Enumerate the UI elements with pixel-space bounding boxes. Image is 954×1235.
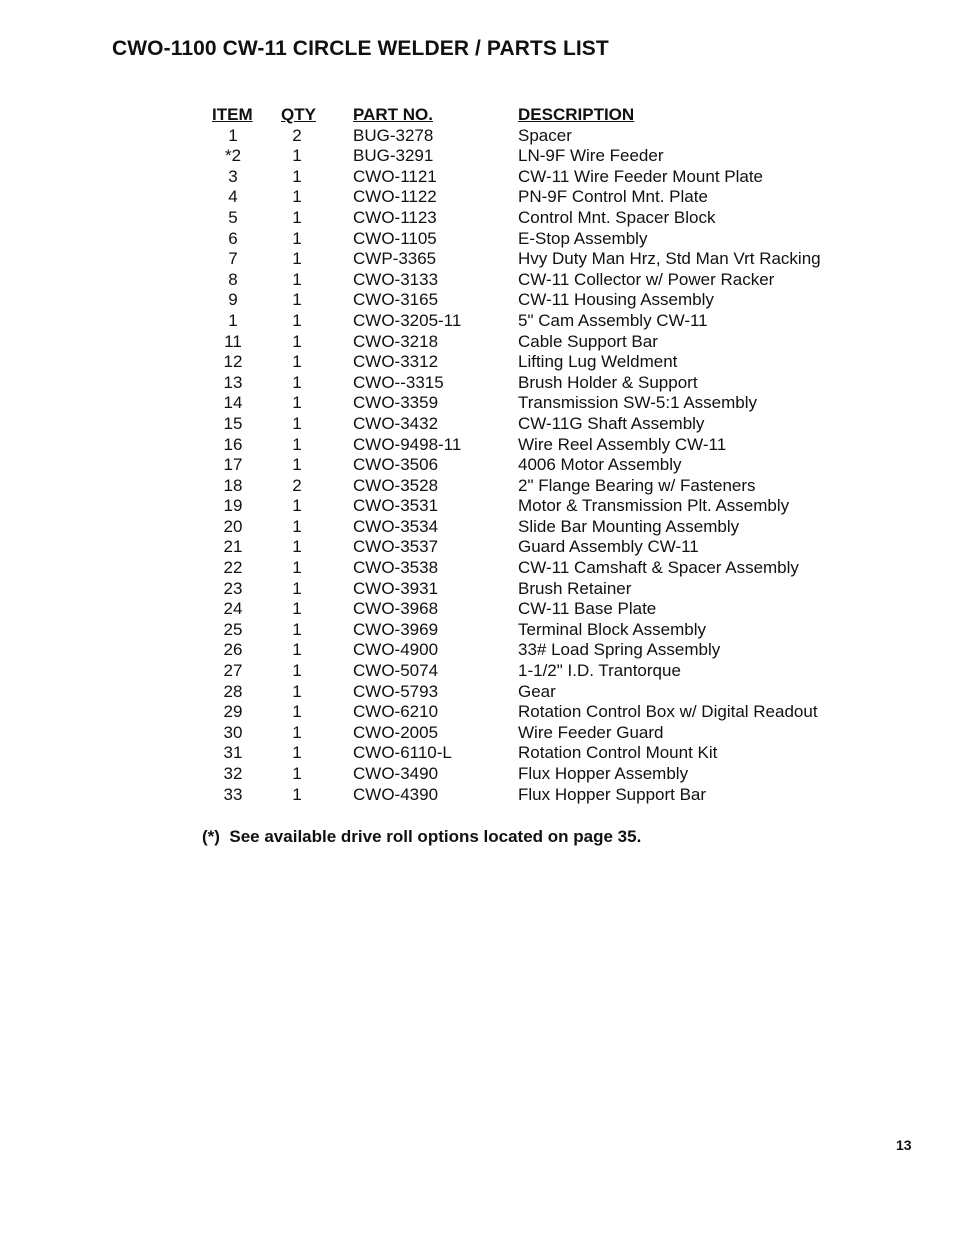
item-cell: 19 [223, 496, 243, 516]
qty-cell: 1 [292, 372, 302, 392]
description-cell: CW-11G Shaft Assembly [518, 413, 705, 433]
part-no-cell: CWO-3534 [353, 516, 439, 536]
description-cell: CW-11 Housing Assembly [518, 290, 714, 310]
qty-cell: 1 [292, 331, 302, 351]
description-cell: Brush Retainer [518, 578, 632, 598]
qty-cell: 1 [292, 393, 302, 413]
part-no-cell: CWO-3537 [353, 537, 439, 557]
part-no-cell: CWO-5074 [353, 661, 439, 681]
part-no-cell: CWO-6210 [353, 702, 439, 722]
description-cell: CW-11 Camshaft & Spacer Assembly [518, 558, 799, 578]
column-header-description: DESCRIPTION [518, 105, 635, 124]
item-cell: 1 [228, 310, 238, 330]
item-cell: 21 [223, 537, 243, 557]
qty-cell: 1 [292, 496, 302, 516]
part-no-cell: CWO-3528 [353, 475, 439, 495]
description-cell: CW-11 Collector w/ Power Racker [518, 269, 775, 289]
description-cell: Motor & Transmission Plt. Assembly [518, 496, 790, 516]
item-cell: 7 [228, 249, 238, 269]
part-no-cell: CWO-4900 [353, 640, 439, 660]
item-cell: 27 [223, 661, 243, 681]
item-cell: 3 [228, 166, 238, 186]
qty-cell: 1 [292, 619, 302, 639]
part-no-cell: CWO-3538 [353, 558, 439, 578]
qty-cell: 1 [292, 166, 302, 186]
qty-cell: 1 [292, 743, 302, 763]
description-cell: Guard Assembly CW-11 [518, 537, 699, 557]
item-cell: 33 [223, 784, 243, 804]
qty-cell: 1 [292, 537, 302, 557]
qty-cell: 1 [292, 702, 302, 722]
description-cell: 5" Cam Assembly CW-11 [518, 310, 708, 330]
description-cell: Spacer [518, 125, 572, 145]
item-cell: 13 [223, 372, 243, 392]
part-no-cell: CWO-3531 [353, 496, 439, 516]
item-cell: 6 [228, 228, 238, 248]
part-no-cell: CWO-1121 [353, 166, 437, 186]
item-cell: 29 [223, 702, 243, 722]
qty-cell: 1 [292, 187, 302, 207]
description-cell: Hvy Duty Man Hrz, Std Man Vrt Racking [518, 249, 821, 269]
part-no-cell: CWO-3490 [353, 764, 439, 783]
part-no-cell: CWO-3969 [353, 619, 439, 639]
qty-cell: 2 [292, 125, 302, 145]
part-no-cell: BUG-3291 [353, 146, 434, 166]
item-cell: 28 [223, 681, 243, 701]
item-cell: 15 [223, 413, 243, 433]
item-cell: 25 [223, 619, 243, 639]
part-no-cell: CWO-3506 [353, 455, 439, 475]
item-cell: 4 [228, 187, 238, 207]
qty-cell: 1 [292, 352, 302, 372]
qty-cell: 1 [292, 207, 302, 227]
qty-cell: 1 [292, 290, 302, 310]
page-number: 13 [896, 1137, 912, 1153]
qty-cell: 1 [292, 599, 302, 619]
item-cell: 32 [223, 764, 243, 783]
item-cell: 11 [224, 331, 242, 351]
description-cell: Control Mnt. Spacer Block [518, 207, 716, 227]
item-cell: 17 [223, 455, 243, 475]
item-cell: 22 [223, 558, 243, 578]
item-cell: *2 [224, 146, 242, 166]
part-no-cell: CWO-3218 [353, 331, 439, 351]
qty-cell: 1 [292, 413, 302, 433]
qty-cell: 1 [292, 764, 302, 783]
description-cell: Flux Hopper Support Bar [518, 784, 707, 804]
part-no-cell: CWO-3968 [353, 599, 439, 619]
description-cell: Cable Support Bar [518, 331, 658, 351]
qty-cell: 1 [292, 784, 302, 804]
description-cell: 1-1/2" I.D. Trantorque [518, 661, 681, 681]
qty-cell: 1 [292, 269, 302, 289]
part-no-cell: CWO-3133 [353, 269, 439, 289]
item-cell: 9 [228, 290, 238, 310]
description-cell: CW-11 Base Plate [518, 599, 657, 619]
description-cell: PN-9F Control Mnt. Plate [518, 187, 708, 207]
part-no-cell: CWO-1123 [353, 207, 437, 227]
description-cell: Flux Hopper Assembly [518, 764, 689, 783]
part-no-cell: CWO-5793 [353, 681, 439, 701]
qty-cell: 1 [292, 455, 302, 475]
part-no-cell: CWO-1105 [353, 228, 437, 248]
part-no-cell: CWO--3315 [353, 372, 444, 392]
part-no-cell: CWO-3359 [353, 393, 439, 413]
description-cell: CW-11 Wire Feeder Mount Plate [518, 166, 764, 186]
description-cell: Slide Bar Mounting Assembly [518, 516, 740, 536]
item-cell: 14 [223, 393, 243, 413]
column-header-part-no: PART NO. [353, 105, 433, 124]
description-cell: Transmission SW-5:1 Assembly [518, 393, 758, 413]
qty-cell: 1 [292, 228, 302, 248]
part-no-cell: CWO-4390 [353, 784, 439, 804]
part-no-cell: CWO-3931 [353, 578, 439, 598]
qty-cell: 1 [292, 578, 302, 598]
description-cell: Wire Reel Assembly CW-11 [518, 434, 727, 454]
qty-cell: 1 [292, 558, 302, 578]
description-cell: Rotation Control Mount Kit [518, 743, 718, 763]
item-cell: 5 [228, 207, 238, 227]
description-cell: Wire Feeder Guard [518, 722, 664, 742]
part-no-cell: CWO-1122 [353, 187, 437, 207]
part-no-cell: CWP-3365 [353, 249, 437, 269]
description-cell: 2" Flange Bearing w/ Fasteners [518, 475, 756, 495]
item-cell: 23 [223, 578, 243, 598]
part-no-cell: BUG-3278 [353, 125, 434, 145]
qty-cell: 1 [292, 249, 302, 269]
qty-cell: 1 [292, 310, 302, 330]
part-no-cell: CWO-3205-11 [353, 310, 462, 330]
item-cell: 24 [223, 599, 243, 619]
description-cell: LN-9F Wire Feeder [518, 146, 664, 166]
item-cell: 26 [223, 640, 243, 660]
qty-cell: 1 [292, 516, 302, 536]
item-cell: 8 [228, 269, 238, 289]
description-cell: Gear [518, 681, 556, 701]
item-cell: 16 [223, 434, 243, 454]
item-cell: 30 [223, 722, 243, 742]
part-no-cell: CWO-3432 [353, 413, 439, 433]
description-cell: E-Stop Assembly [518, 228, 648, 248]
item-cell: 1 [228, 125, 238, 145]
description-cell: Rotation Control Box w/ Digital Readout [518, 702, 818, 722]
qty-cell: 2 [292, 475, 302, 495]
qty-cell: 1 [292, 434, 302, 454]
item-cell: 20 [223, 516, 243, 536]
qty-cell: 1 [292, 722, 302, 742]
description-cell: Terminal Block Assembly [518, 619, 707, 639]
part-no-cell: CWO-9498-11 [353, 434, 462, 454]
qty-cell: 1 [292, 146, 302, 166]
description-cell: 4006 Motor Assembly [518, 455, 682, 475]
part-no-cell: CWO-2005 [353, 722, 439, 742]
qty-cell: 1 [292, 661, 302, 681]
description-cell: Brush Holder & Support [518, 372, 698, 392]
qty-cell: 1 [292, 640, 302, 660]
footnote: (*) See available drive roll options located on page 35. [202, 827, 642, 846]
page-title: CWO-1100 CW-11 CIRCLE WELDER / PARTS LIST [112, 37, 609, 60]
item-cell: 18 [223, 475, 243, 495]
item-cell: 12 [223, 352, 243, 372]
description-cell: Lifting Lug Weldment [518, 352, 678, 372]
item-cell: 31 [223, 743, 243, 763]
part-no-cell: CWO-3165 [353, 290, 439, 310]
qty-cell: 1 [292, 681, 302, 701]
part-no-cell: CWO-6110-L [353, 743, 452, 763]
part-no-cell: CWO-3312 [353, 352, 439, 372]
description-cell: 33# Load Spring Assembly [518, 640, 721, 660]
column-header-qty: QTY [281, 105, 316, 124]
column-header-item: ITEM [212, 105, 253, 124]
